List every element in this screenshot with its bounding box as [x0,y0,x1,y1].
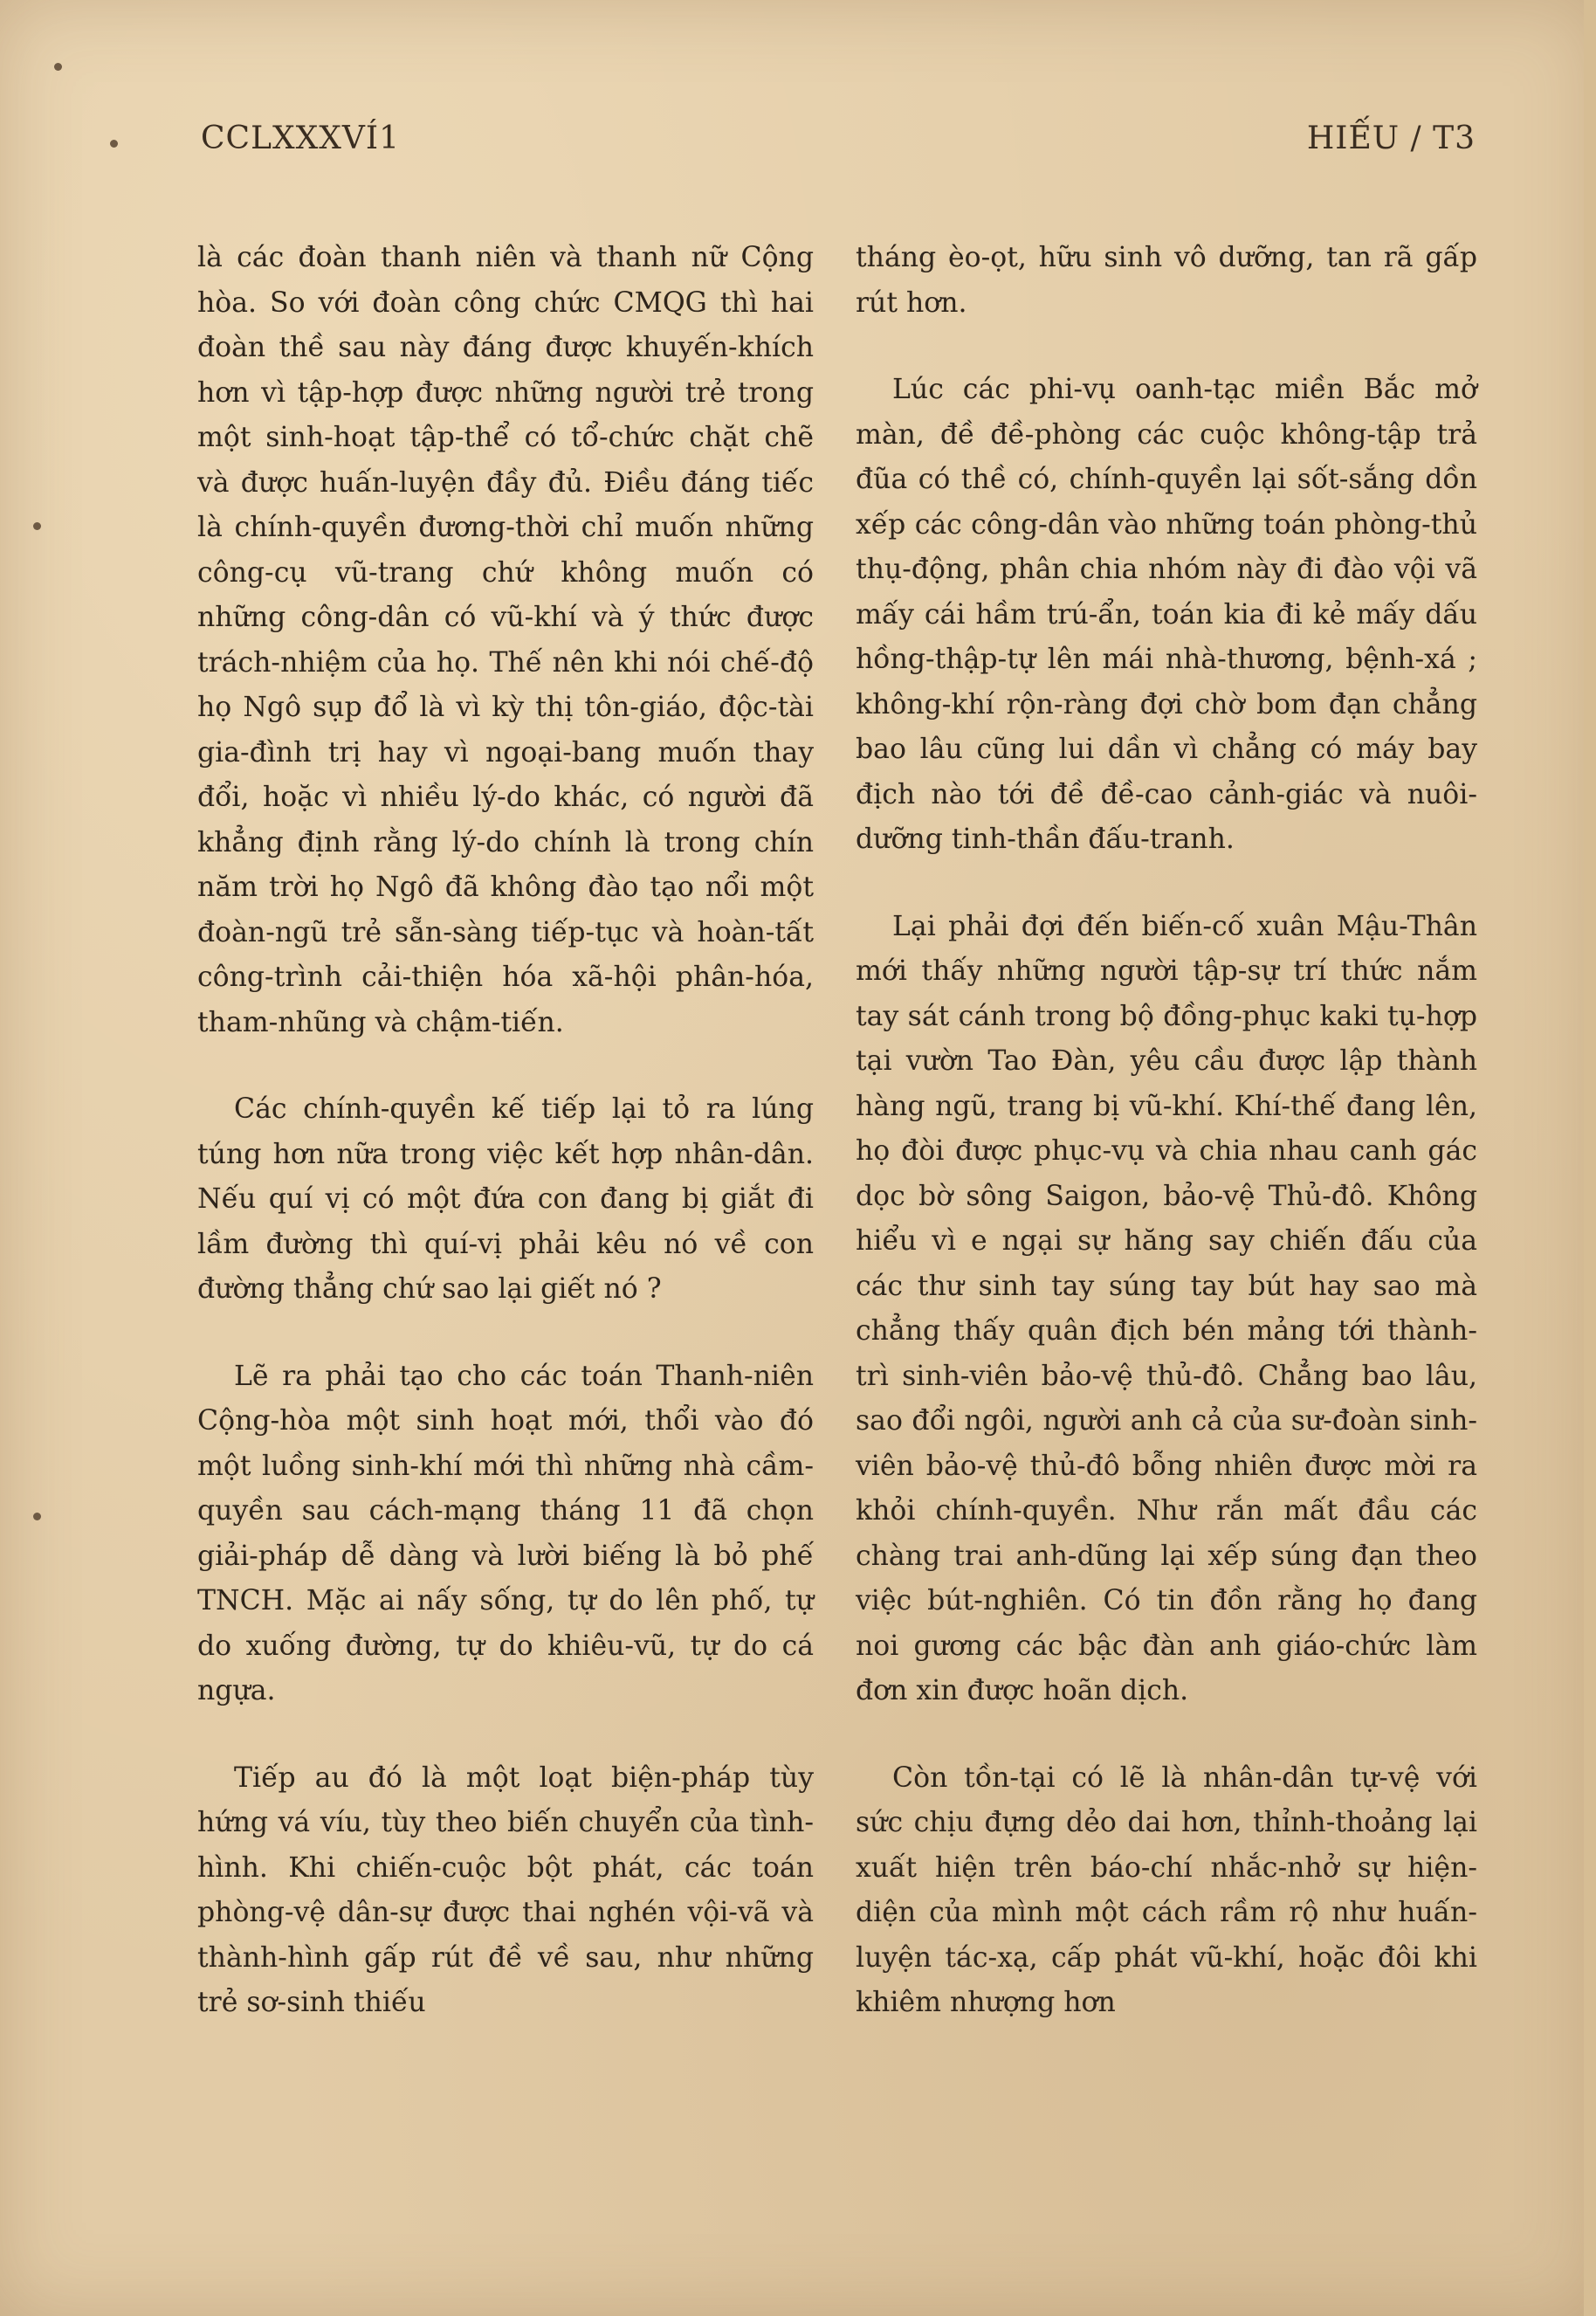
paragraph: Lẽ ra phải tạo cho các toán Thanh-niên Cộng-hòa một sinh hoạt mới, thổi vào đó một luồng sinh-khí mới thì những nhà cầm-quyền sau cách-mạng tháng 11 đã chọn giải-pháp dễ dàng và lười biếng là bỏ phế TNCH. Mặc ai nấy sống, tự do lên phố, tự do xuống đường, tự do khiêu-vũ, tự do cá ngựa. [197,1360,814,1706]
page-edge [1584,0,1596,2316]
right-column [856,236,1477,2026]
paragraph: Lại phải đợi đến biến-cố xuân Mậu-Thân mới thấy những người tập-sự trí thức nắm tay sát cánh trong bộ đồng-phục kaki tụ-hợp tại vườn Tao Đàn, yêu cầu được lập thành hàng ngũ, trang bị vũ-khí. Khí-thế đang lên, họ đòi được phục-vụ và chia nhau canh gác dọc bờ sông Saigon, bảo-vệ Thủ-đô. Không hiểu vì e ngại sự hăng say chiến đấu của các thư sinh tay súng tay bút hay sao mà chẳng thấy quân địch bén mảng tới thành-trì sinh-viên bảo-vệ thủ-đô. Chẳng bao lâu, sao đổi ngôi, người anh cả của sư-đoàn sinh-viên bảo-vệ thủ-đô bỗng nhiên được mời ra khỏi chính-quyền. Như rắn mất đầu các chàng trai anh-dũng lại xếp súng đạn theo việc bút-nghiên. Có tin đồn rằng họ đang noi gương các bậc đàn anh giáo-chức làm đơn xin được hoãn dịch. [856,910,1477,1706]
section-label: HIẾU / T3 [1306,121,1476,156]
ink-speck [33,1513,41,1520]
paragraph: tháng èo-ọt, hữu sinh vô dưỡng, tan rã gấp rút hơn. [856,242,1477,319]
ink-speck [110,140,118,148]
left-column [197,236,814,2026]
running-header [201,121,1476,164]
ink-speck [54,63,62,71]
paragraph: Các chính-quyền kế tiếp lại tỏ ra lúng túng hơn nữa trong việc kết hợp nhân-dân. Nếu quí vị có một đứa con đang bị giắt đi lầm đường thì quí-vị phải kêu nó về con đường thẳng chứ sao lại giết nó ? [197,1093,814,1305]
paragraph: Còn tồn-tại có lẽ là nhân-dân tự-vệ với sức chịu đựng dẻo dai hơn, thỉnh-thoảng lại xuất hiện trên báo-chí nhắc-nhở sự hiện-diện của mình một cách rầm rộ như huấn-luyện tác-xạ, cấp phát vũ-khí, hoặc đôi khi khiêm nhượng hơn [856,1761,1477,2018]
paragraph: là các đoàn thanh niên và thanh nữ Cộng hòa. So với đoàn công chức CMQG thì hai đoàn thề sau này đáng được khuyến-khích hơn vì tập-hợp được những người trẻ trong một sinh-hoạt tập-thể có tổ-chức chặt chẽ và được huấn-luyện đầy đủ. Điều đáng tiếc là chính-quyền đương-thời chỉ muốn những công-cụ vũ-trang chứ không muốn có những công-dân có vũ-khí và ý thức được trách-nhiệm của họ. Thế nên khi nói chế-độ họ Ngô sụp đổ là vì kỳ thị tôn-giáo, độc-tài gia-đình trị hay vì ngoại-bang muốn thay đổi, hoặc vì nhiều lý-do khác, có người đã khẳng định rằng lý-do chính là trong chín năm trời họ Ngô đã không đào tạo nổi một đoàn-ngũ trẻ sẵn-sàng tiếp-tục và hoàn-tất công-trình cải-thiện hóa xã-hội phân-hóa, tham-nhũng và chậm-tiến. [197,242,814,1038]
page-number-roman: CCLXXXVÍ1 [201,121,401,156]
paragraph: Lúc các phi-vụ oanh-tạc miền Bắc mở màn, đề đề-phòng các cuộc không-tập trả đũa có thề có, chính-quyền lại sốt-sắng dồn xếp các công-dân vào những toán phòng-thủ thụ-động, phân chia nhóm này đi đào vội vã mấy cái hầm trú-ẩn, toán kia đi kẻ mấy dấu hồng-thập-tự lên mái nhà-thương, bệnh-xá ; không-khí rộn-ràng đợi chờ bom đạn chẳng bao lâu cũng lui dần vì chẳng có máy bay địch nào tới đề đề-cao cảnh-giác và nuôi-dưỡng tinh-thần đấu-tranh. [856,374,1477,855]
ink-speck [33,522,41,530]
paragraph: Tiếp au đó là một loạt biện-pháp tùy hứng vá víu, tùy theo biến chuyển của tình-hình. Khi chiến-cuộc bột phát, các toán phòng-vệ dân-sự được thai nghén vội-vã và thành-hình gấp rút đề về sau, như những trẻ sơ-sinh thiếu [197,1761,814,2018]
